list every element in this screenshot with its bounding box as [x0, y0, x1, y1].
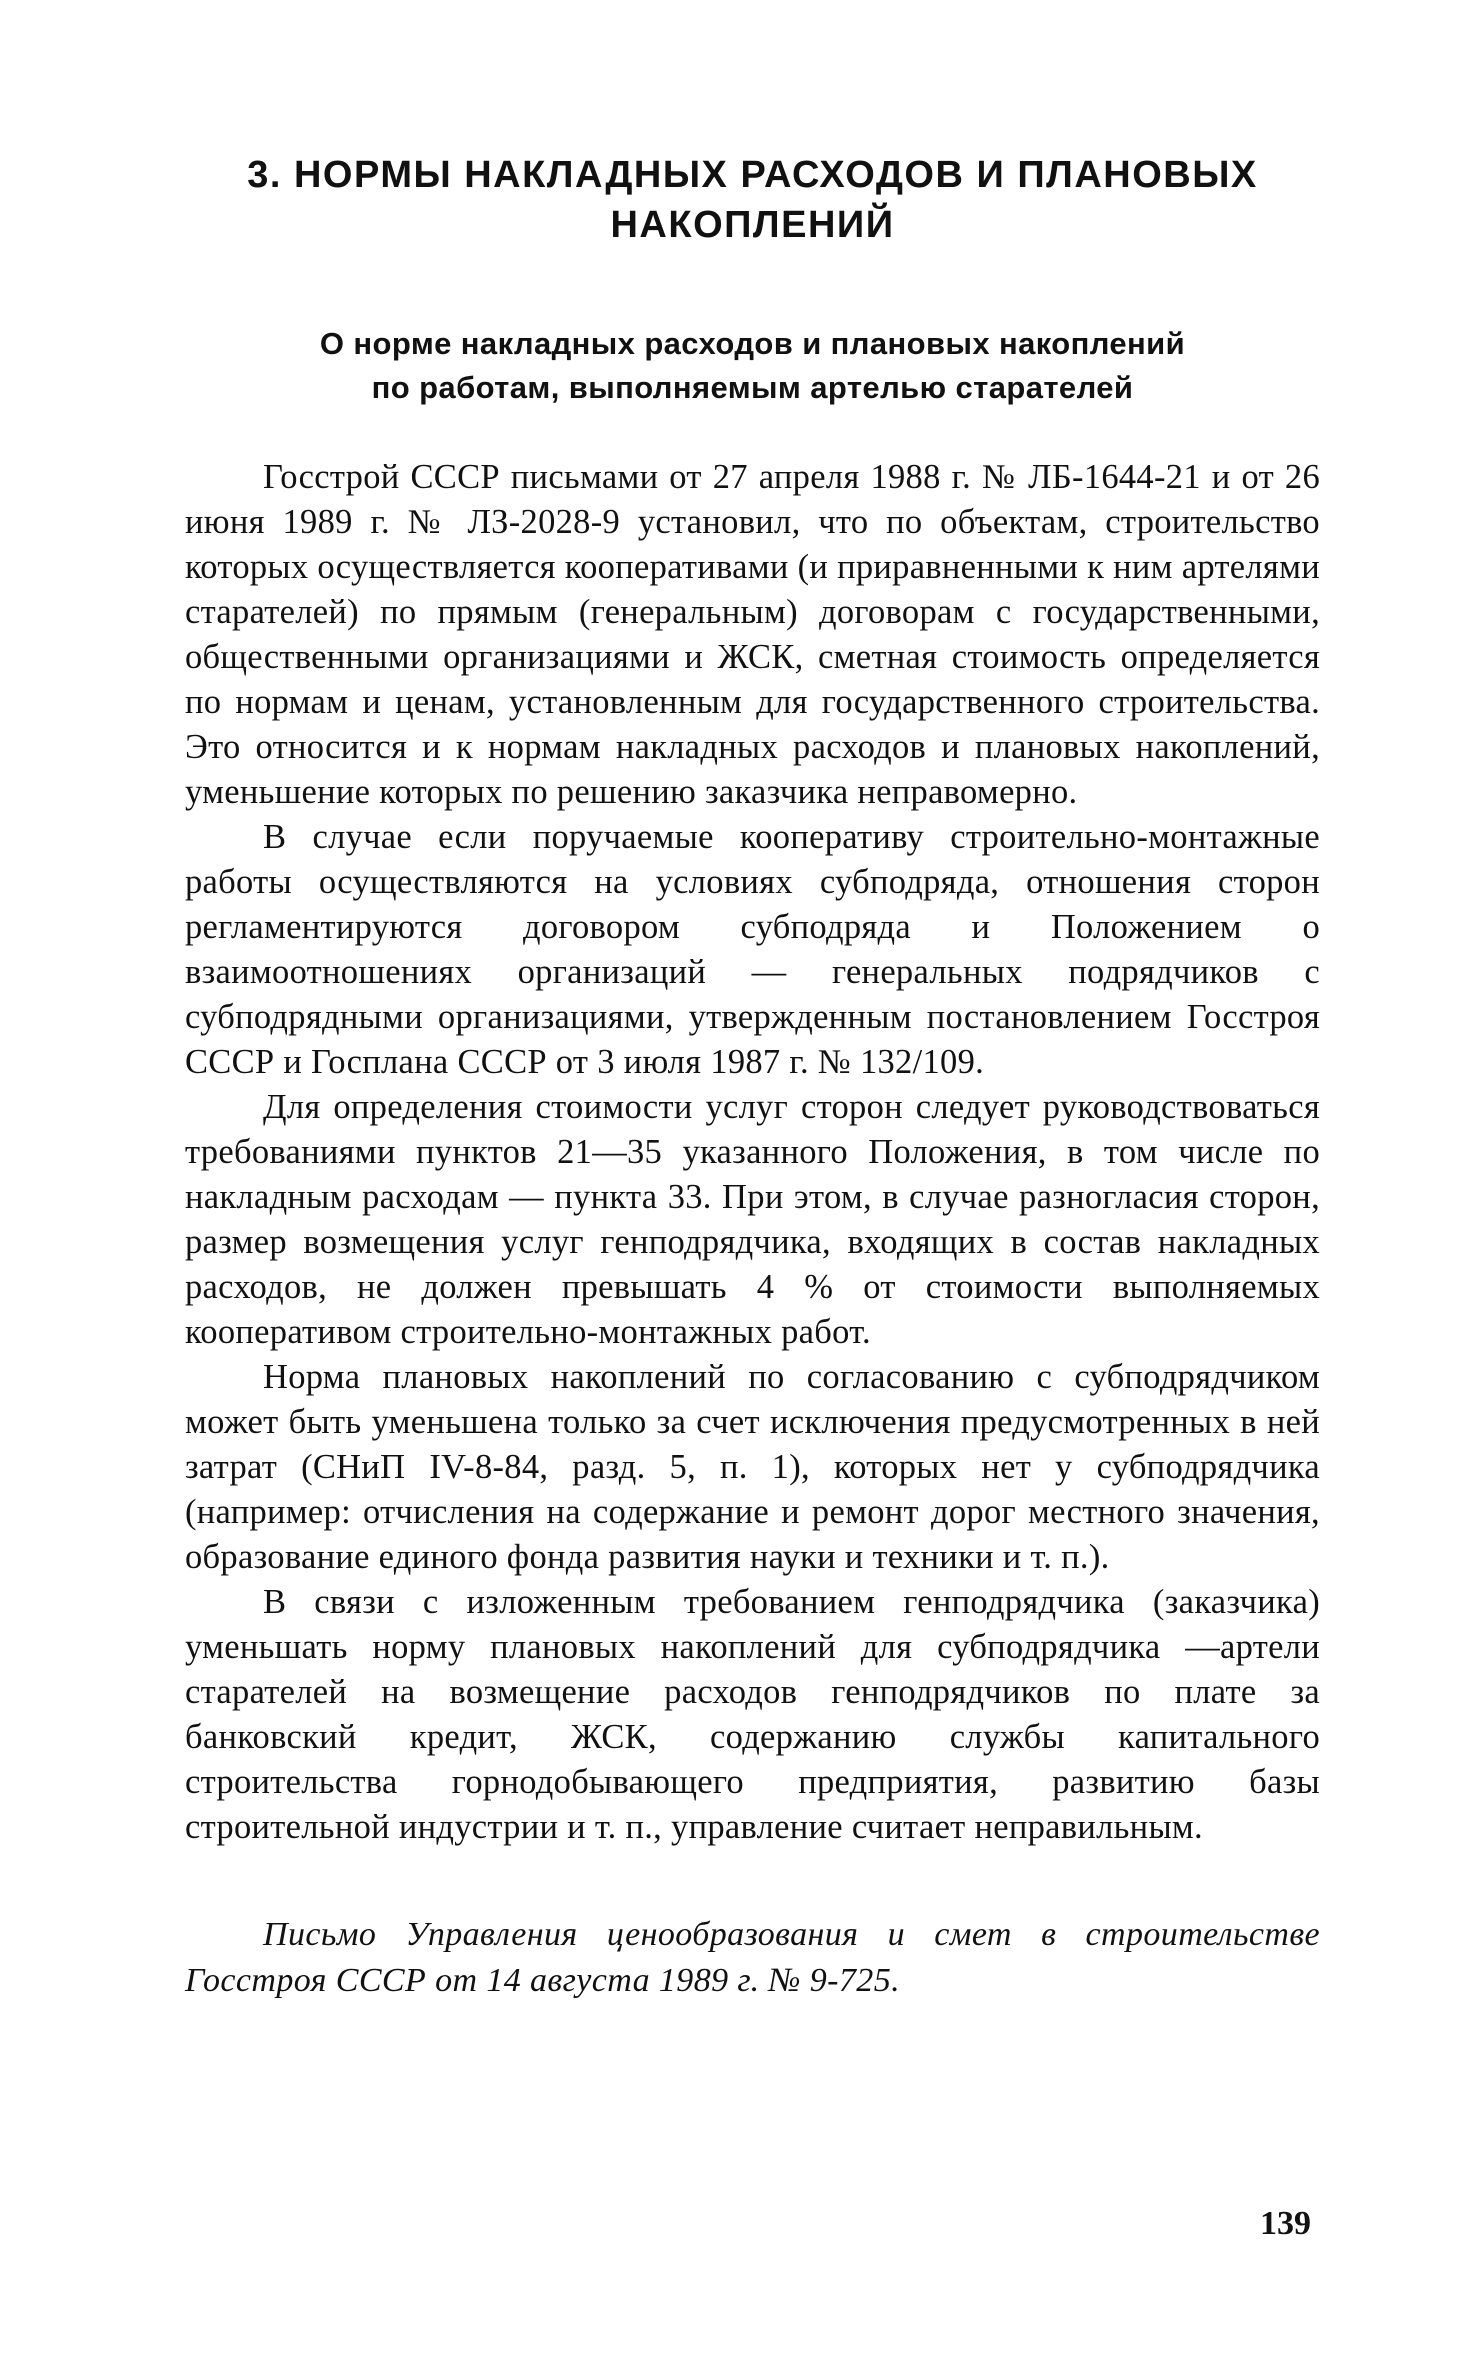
document-page [185, 150, 1320, 2004]
article-title-line-1: О норме накладных расходов и плановых накоплений [319, 326, 1186, 361]
paragraph-4: Норма плановых накоплений по согласованию с субподрядчиком может быть уменьшена только за счет исключения предусмотренных в ней затрат (СНиП IV-8-84, разд. 5, п. 1), которых нет у субподрядчика (например: отчисления на содержание и ремонт дорог местного значения, образование единого фонда развития науки и техники и т. п.). [185, 1358, 1320, 1576]
paragraph-5: В связи с изложенным требованием генподрядчика (заказчика) уменьшать норму плановых накоплений для субподрядчика —артели старателей на возмещение расходов генподрядчиков по плате за банковский кредит, ЖСК, содержанию службы капитального строительства горнодобывающего предприятия, развитию базы строительной индустрии и т. п., управление считает неправильным. [185, 1583, 1320, 1846]
paragraph-3: Для определения стоимости услуг сторон следует руководствоваться требованиями пунктов 21—35 указанного Положения, в том числе по накладным расходам — пункта 33. При этом, в случае разногласия сторон, размер возмещения услуг генподрядчика, входящих в состав накладных расходов, не должен превышать 4 % от стоимости выполняемых кооперативом строительно-монтажных работ. [185, 1088, 1320, 1351]
page-number: 139 [1260, 2205, 1311, 2242]
paragraph-2: В случае если поручаемые кооперативу строительно-монтажные работы осуществляются на условиях субподряда, отношения сторон регламентируются договором субподряда и Положением о взаимоотношениях организаций — генеральных подрядчиков с субподрядными организациями, утвержденным постановлением Госстроя СССР и Госплана СССР от 3 июля 1987 г. № 132/109. [185, 818, 1320, 1081]
article-title [185, 322, 1320, 410]
source-signature: Письмо Управления ценообразования и смет в строительстве Госстроя СССР от 14 августа 1989 г. № 9-725. [185, 1916, 1320, 1999]
section-title: 3. НОРМЫ НАКЛАДНЫХ РАСХОДОВ И ПЛАНОВЫХ НАКОПЛЕНИЙ [247, 154, 1258, 246]
paragraph-1: Госстрой СССР письмами от 27 апреля 1988 г. № ЛБ-1644-21 и от 26 июня 1989 г. № ЛЗ-2028-9 установил, что по объектам, строительство которых осуществляется кооперативами (и приравненными к ним артелями старателей) по прямым (генеральным) договорам с государственными, общественными организациями и ЖСК, сметная стоимость определяется по нормам и ценам, установленным для государственного строительства. Это относится и к нормам накладных расходов и плановых накоплений, уменьшение которых по решению заказчика неправомерно. [185, 458, 1320, 811]
article-title-line-2: по работам, выполняемым артелью старателей [371, 370, 1134, 405]
article-body [185, 455, 1320, 1850]
